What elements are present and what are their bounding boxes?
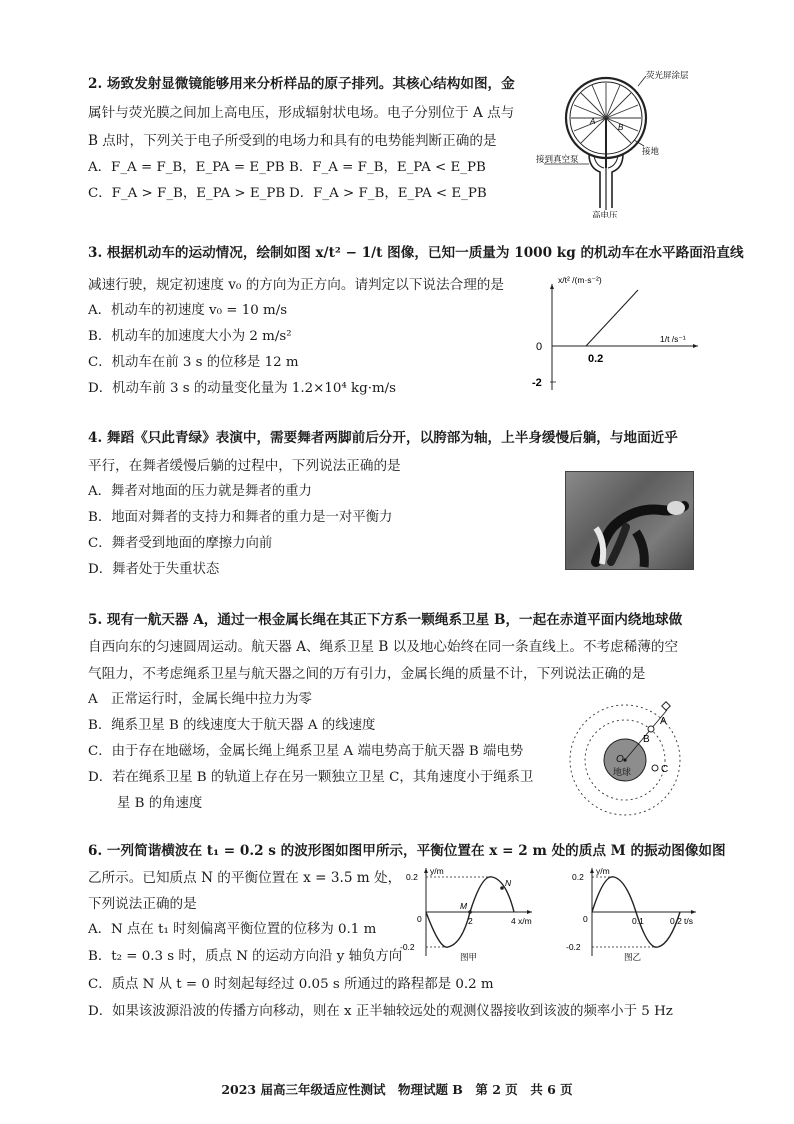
- q6-option-a[interactable]: A．N 点在 t₁ 时刻偏离平衡位置的位移为 0.1 m: [88, 922, 377, 937]
- q5-option-d-line2[interactable]: 星 B 的角速度: [117, 796, 203, 811]
- q2-microscope-figure: [534, 68, 694, 218]
- q6-b-caption: 图乙: [624, 952, 642, 962]
- q6-a-n: N: [505, 878, 512, 888]
- q6-a-origin: 0: [417, 914, 422, 924]
- q6-b-xt1: 0.1: [632, 916, 644, 926]
- q6-b-xt2: 0.2: [670, 916, 682, 926]
- q4-option-d[interactable]: D．舞者处于失重状态: [88, 562, 220, 577]
- q2-option-c[interactable]: C．F_A > F_B，E_PA > E_PB: [88, 186, 286, 201]
- q5-option-c[interactable]: C．由于存在地磁场，金属长绳上绳系卫星 A 端电势高于航天器 B 端电势: [88, 744, 524, 759]
- q5-fig-label-b: B: [643, 734, 650, 745]
- q3-graph-ytick: -2: [532, 377, 542, 389]
- q3-line1: 3. 根据机动车的运动情况，绘制如图 x/t² − 1/t 图像，已知一质量为 1000 kg 的机动车在水平路面沿直线: [88, 245, 744, 261]
- q3-option-b[interactable]: B．机动车的加速度大小为 2 m/s²: [88, 329, 292, 344]
- q2-fig-label-b: B: [618, 123, 624, 132]
- q6-b-ybot: -0.2: [566, 942, 581, 952]
- q5-line3: 气阻力，不考虑绳系卫星与航天器之间的万有引力，金属长绳的质量不计，下列说法正确的是: [88, 666, 646, 682]
- q4-dancer-photo: [565, 471, 694, 570]
- q2-line2: 属针与荧光膜之间加上高电压，形成辐射状电场。电子分别位于 A 点与: [88, 105, 515, 121]
- q6-b-ylabel: y/m: [596, 866, 610, 876]
- q6-option-c[interactable]: C．质点 N 从 t = 0 时刻起每经过 0.05 s 所通过的路程都是 0.2 m: [88, 977, 494, 992]
- q5-option-a[interactable]: A 正常运行时，金属长绳中拉力为零: [88, 692, 312, 707]
- q2-fig-label-vacuum: 接到真空泵: [536, 154, 579, 164]
- q6-wave-graph-a: [400, 864, 540, 962]
- q5-line2: 自西向东的匀速圆周运动。航天器 A、绳系卫星 B 以及地心始终在同一条直线上。不考虑稀薄的空: [88, 639, 679, 655]
- page-footer: 2023 届高三年级适应性测试 物理试题 B 第 2 页 共 6 页: [221, 1082, 573, 1097]
- q6-a-ytop: 0.2: [406, 872, 418, 882]
- q2-fig-label-ground: 接地: [642, 146, 660, 156]
- q3-option-c[interactable]: C．机动车在前 3 s 的位移是 12 m: [88, 355, 299, 370]
- q3-graph-xlabel: 1/t /s⁻¹: [660, 334, 686, 344]
- q6-line1: 6. 一列简谐横波在 t₁ = 0.2 s 的波形图如图甲所示，平衡位置在 x = 2 m 处的质点 M 的振动图像如图: [88, 843, 726, 859]
- q3-line2: 减速行驶，规定初速度 v₀ 的方向为正方向。请判定以下说法合理的是: [88, 277, 504, 293]
- q6-b-ytop: 0.2: [572, 872, 584, 882]
- q3-graph-ylabel: x/t² /(m·s⁻²): [558, 275, 602, 285]
- q3-graph: [528, 268, 708, 398]
- q5-fig-label-a: A: [660, 716, 667, 727]
- q4-line2: 平行，在舞者缓慢后躺的过程中，下列说法正确的是: [88, 458, 401, 474]
- q6-b-xlabel: t/s: [684, 916, 693, 926]
- q2-fig-label-hv: 高电压: [592, 210, 618, 218]
- q3-option-d[interactable]: D．机动车前 3 s 的动量变化量为 1.2×10⁴ kg·m/s: [88, 381, 397, 396]
- q5-fig-label-o: O: [616, 754, 624, 765]
- q2-option-a[interactable]: A．F_A = F_B，E_PA = E_PB: [88, 160, 285, 175]
- q2-option-b[interactable]: B．F_A = F_B，E_PA < E_PB: [289, 160, 486, 175]
- q2-option-d[interactable]: D．F_A > F_B，E_PA < E_PB: [289, 186, 487, 201]
- q6-option-d[interactable]: D．如果该波源沿波的传播方向移动，则在 x 正半轴较远处的观测仪器接收到该波的频率小于 5 Hz: [88, 1004, 673, 1019]
- q2-fig-label-screen: 荧光屏涂层: [646, 70, 689, 80]
- q6-a-m: M: [460, 901, 468, 911]
- q4-line1: 4. 舞蹈《只此青绿》表演中，需要舞者两脚前后分开，以胯部为轴，上半身缓慢后躺，与地面近乎: [88, 430, 678, 446]
- q5-fig-label-earth: 地球: [613, 767, 632, 777]
- q4-option-c[interactable]: C．舞者受到地面的摩擦力向前: [88, 536, 273, 551]
- q5-option-b[interactable]: B．绳系卫星 B 的线速度大于航天器 A 的线速度: [88, 718, 376, 733]
- q2-line3: B 点时，下列关于电子所受到的电场力和具有的电势能判断正确的是: [88, 133, 497, 149]
- q6-a-ybot: -0.2: [400, 942, 415, 952]
- q3-graph-xtick: 0.2: [588, 353, 604, 365]
- q4-option-b[interactable]: B．地面对舞者的支持力和舞者的重力是一对平衡力: [88, 510, 393, 525]
- q6-option-b[interactable]: B．t₂ = 0.3 s 时，质点 N 的运动方向沿 y 轴负方向: [88, 949, 403, 964]
- q6-wave-graph-b: [566, 864, 701, 962]
- q6-b-origin: 0: [583, 914, 588, 924]
- q5-option-d-line1[interactable]: D．若在绳系卫星 B 的轨道上存在另一颗独立卫星 C，其角速度小于绳系卫: [88, 770, 534, 785]
- q3-option-a[interactable]: A．机动车的初速度 v₀ = 10 m/s: [88, 303, 288, 318]
- q6-a-caption: 图甲: [460, 952, 478, 962]
- q6-a-ylabel: y/m: [430, 866, 444, 876]
- q4-option-a[interactable]: A．舞者对地面的压力就是舞者的重力: [88, 484, 312, 499]
- q5-fig-label-c: C: [661, 764, 669, 775]
- q6-line2: 乙所示。已知质点 N 的平衡位置在 x = 3.5 m 处，: [88, 870, 402, 886]
- q3-graph-origin: 0: [536, 341, 543, 353]
- q5-line1: 5. 现有一航天器 A，通过一根金属长绳在其正下方系一颗绳系卫星 B，一起在赤道平面内绕地球做: [88, 612, 683, 628]
- q6-line3: 下列说法正确的是: [88, 896, 197, 912]
- q6-a-xt2: 2: [468, 916, 473, 926]
- q2-fig-label-a: A: [590, 117, 596, 126]
- q5-orbit-figure: [560, 688, 700, 818]
- q2-line1: 2. 场致发射显微镜能够用来分析样品的原子排列。其核心结构如图，金: [88, 76, 515, 92]
- q6-a-xlabel: x/m: [518, 916, 532, 926]
- q6-a-xt4: 4: [511, 916, 516, 926]
